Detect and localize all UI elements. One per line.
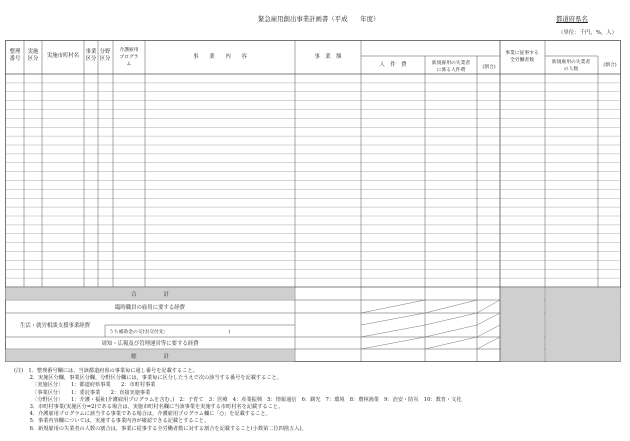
col-field: 分野 <box>99 49 111 55</box>
col-care-program-2: プログラ <box>119 55 139 60</box>
col-new-count-2: の人数 <box>563 67 579 72</box>
plan-table <box>5 40 621 362</box>
col-care-program-3: ム <box>126 62 132 67</box>
col-impl-type: 実施 <box>27 49 39 55</box>
col-labor-cost: 人 件 費 <box>379 62 407 68</box>
note-line: 〔分野区分〕 1：介護・福祉(介護雇用プログラムを含む。) 2：子育て 3：医療 4：産業振興 5：情報通信 6：観光 7：環境 8：農林漁業 9：治安・防災 10：教育・文化 <box>14 396 462 403</box>
col-project-type: 事業 <box>85 49 97 55</box>
hatch-line <box>477 313 500 325</box>
hatch-line <box>361 337 425 349</box>
col-ratio2: (割合) <box>603 63 617 68</box>
col-new-count: 新規雇用の失業者 <box>551 60 591 65</box>
col-serial: 整理 <box>9 49 21 55</box>
col-impl-type-2: 区分 <box>27 56 39 62</box>
note-line: 2．実施区分欄，事業区分欄，分野区分欄には，事業毎に区分したうえで次の該当する番号を記載すること。 <box>14 375 282 382</box>
hatch-line <box>425 337 477 349</box>
col-serial-2: 番号 <box>9 56 21 62</box>
hatch-line <box>477 300 500 313</box>
hatch-line <box>425 313 477 325</box>
publicity-label: 周知・広報及び管理運営等に要する経費 <box>101 341 199 347</box>
note-line: 〔事業区分〕 1：委託事業 2：直接実施事業 <box>14 389 151 396</box>
col-municipality: 実施市町村名 <box>46 53 80 59</box>
subsidy-label: うち補助金の交付(交付先： ) <box>109 330 231 335</box>
note-line: 4．介護雇用プログラムに該当する事業である場合は，介護雇用プログラム欄に「○」を記載すること。 <box>14 411 271 418</box>
col-content: 事 業 内 容 <box>193 54 247 60</box>
form-title: 緊急雇用創出事業計画書（平成 年度） <box>258 15 380 23</box>
hatch-line <box>361 325 425 337</box>
temp-staff-label: 臨時職員の雇用に要する経費 <box>114 305 186 311</box>
col-field-2: 区分 <box>99 56 111 62</box>
col-new-labor: 新規雇用の失業者 <box>431 61 471 66</box>
col-workers: 事業に従事する <box>505 51 539 56</box>
hatch-line <box>477 325 500 337</box>
prefecture-name-label[interactable]: 都道府県名 <box>556 15 588 23</box>
hatch-line <box>361 313 425 325</box>
hatch-line <box>361 300 425 313</box>
col-workers-2: 全労働者数 <box>510 58 534 63</box>
subtotal-label: 合 計 <box>131 292 169 298</box>
col-cost: 事 業 額 <box>314 54 342 60</box>
hatch-line <box>425 300 477 313</box>
col-project-type-2: 区分 <box>85 56 97 62</box>
note-line: (注) 1．整理番号欄には，当該都道府県の事業毎に通し番号を記載すること。 <box>14 368 198 374</box>
note-line: 6．新規雇用の失業者の人数の割合は，事業に従事する全労働者数に対する割合を記載すること(小数第二位四捨五入)。 <box>14 425 307 432</box>
unit-note: （単位：千円，%，人） <box>558 30 618 36</box>
notes-section <box>14 368 624 433</box>
note-line: 3．市町村事業(実施区分=2)である場合は，実施市町村名欄に当該事業を実施する市町村名を記載すること。 <box>14 404 284 411</box>
total-label: 総 計 <box>131 354 169 360</box>
note-line: 5．事業内容欄については，実施する事業内容が確認できる記載とすること。 <box>14 418 210 425</box>
hatch-line <box>477 337 500 349</box>
col-ratio: (割合) <box>482 65 496 70</box>
col-new-labor-2: に係る人件費 <box>436 68 466 73</box>
note-line: 〔実施区分〕 1：都道府県事業 2：市町村事業 <box>14 382 156 389</box>
living-support-label: 生活・就労相談支援事業経費 <box>19 323 91 329</box>
hatch-line <box>425 325 477 337</box>
col-care-program: 介護雇用 <box>119 48 139 53</box>
